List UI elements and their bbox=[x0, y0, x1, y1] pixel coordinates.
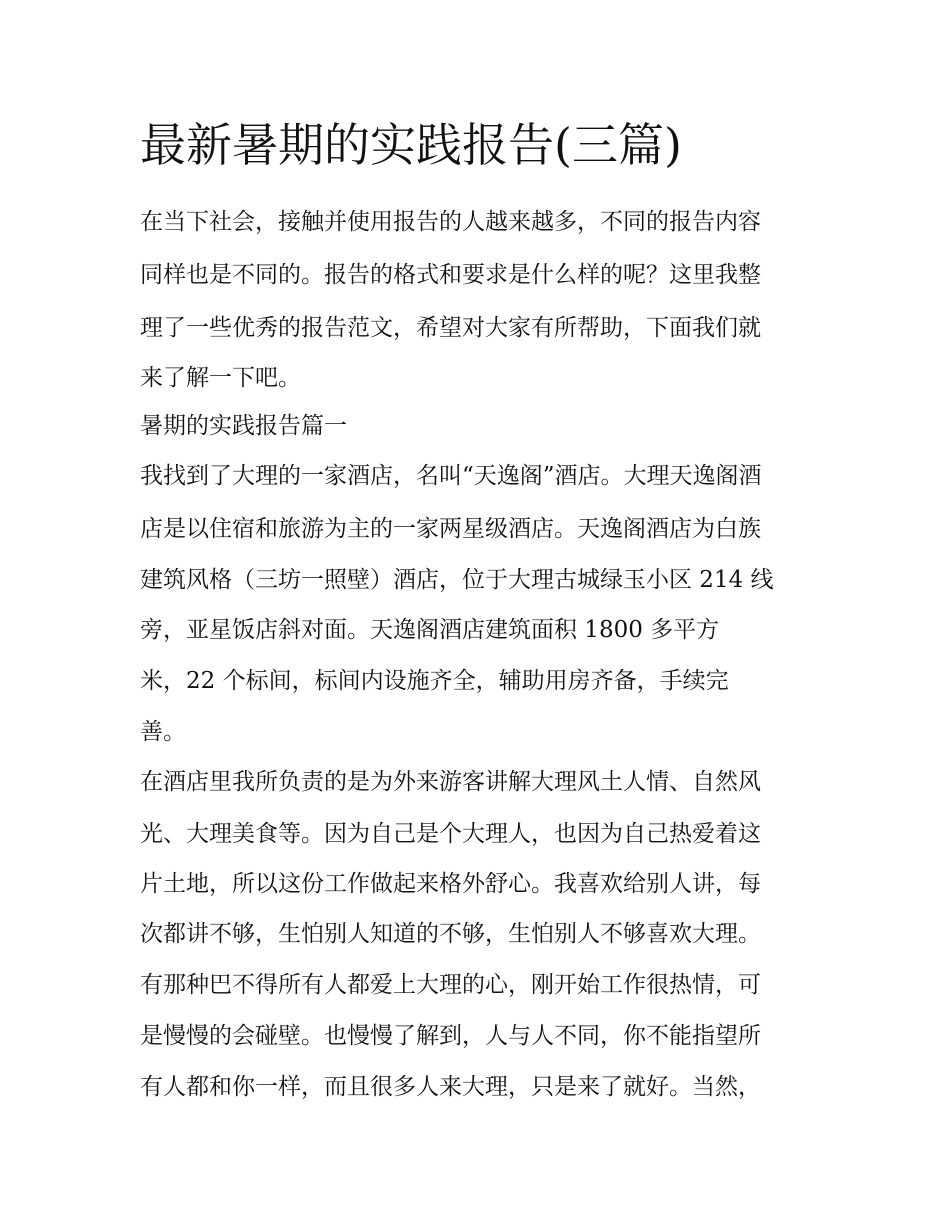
paragraph-line: 片土地，所以这份工作做起来格外舒心。我喜欢给别人讲，每 bbox=[140, 871, 761, 897]
paragraph-line: 同样也是不同的。报告的格式和要求是什么样的呢？这里我整 bbox=[140, 262, 761, 288]
paragraph-line: 店是以住宿和旅游为主的一家两星级酒店。天逸阁酒店为白族 bbox=[140, 516, 761, 542]
section-heading: 暑期的实践报告篇一 bbox=[140, 413, 347, 439]
paragraph-line: 光、大理美食等。因为自己是个大理人，也因为自己热爱着这 bbox=[140, 821, 761, 847]
document-title: 最新暑期的实践报告(三篇) bbox=[140, 118, 682, 172]
paragraph-line: 有人都和你一样，而且很多人来大理，只是来了就好。当然， bbox=[140, 1074, 761, 1100]
paragraph-line: 在当下社会，接触并使用报告的人越来越多，不同的报告内容 bbox=[140, 209, 761, 235]
paragraph-line: 建筑风格（三坊一照壁）酒店，位于大理古城绿玉小区 214 线 bbox=[140, 567, 774, 593]
paragraph-line: 善。 bbox=[140, 719, 186, 745]
paragraph-line: 我找到了大理的一家酒店，名叫“天逸阁”酒店。大理天逸阁酒 bbox=[140, 463, 762, 489]
paragraph-line: 理了一些优秀的报告范文，希望对大家有所帮助，下面我们就 bbox=[140, 315, 761, 341]
paragraph-line: 旁，亚星饭店斜对面。天逸阁酒店建筑面积 1800 多平方 bbox=[140, 617, 720, 643]
paragraph-line: 是慢慢的会碰壁。也慢慢了解到，人与人不同，你不能指望所 bbox=[140, 1023, 761, 1049]
paragraph-line: 在酒店里我所负责的是为外来游客讲解大理风土人情、自然风 bbox=[140, 769, 761, 795]
paragraph-line: 米，22 个标间，标间内设施齐全，辅助用房齐备，手续完 bbox=[140, 668, 729, 694]
paragraph-line: 次都讲不够，生怕别人知道的不够，生怕别人不够喜欢大理。 bbox=[140, 921, 761, 947]
paragraph-line: 来了解一下吧。 bbox=[140, 365, 301, 391]
paragraph-line: 有那种巴不得所有人都爱上大理的心，刚开始工作很热情，可 bbox=[140, 972, 761, 998]
